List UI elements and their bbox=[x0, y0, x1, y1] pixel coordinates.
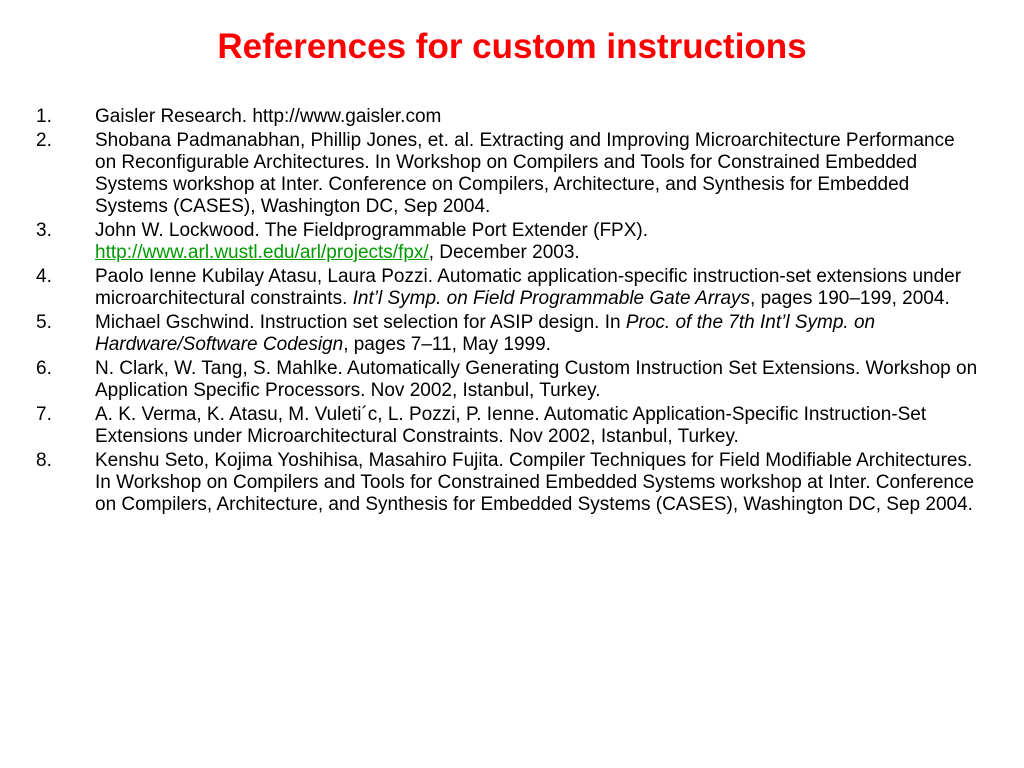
reference-segment: Kenshu Seto, Kojima Yoshihisa, Masahiro Fujita. Compiler Techniques for Field Modifiable Architectures. In Workshop on Compilers and Tools for Constrained Embedded Systems workshop at Inter. Conference on Compilers, Architecture, and Synthesis for Embedded Systems (CASES), Washington DC, Sep 2004. bbox=[95, 450, 975, 515]
reference-segment: , pages 7–11, May 1999. bbox=[343, 334, 551, 355]
reference-venue: Proc. of the 7th Int’l Symp. on Hardware/Software Codesign bbox=[95, 312, 876, 355]
reference-item bbox=[36, 130, 980, 218]
reference-segment: Paolo Ienne Kubilay Atasu, Laura Pozzi. Automatic application-specific instruction-set extensions under microarchitectural constraints. bbox=[95, 266, 962, 309]
reference-item bbox=[36, 404, 980, 448]
reference-text bbox=[95, 358, 977, 401]
reference-number: 2. bbox=[36, 130, 52, 151]
reference-text bbox=[95, 266, 961, 309]
reference-segment: N. Clark, W. Tang, S. Mahlke. Automatically Generating Custom Instruction Set Extensions. Workshop on Application Specific Processors. Nov 2002, Istanbul, Turkey. bbox=[95, 358, 978, 401]
reference-segment: Shobana Padmanabhan, Phillip Jones, et. al. Extracting and Improving Microarchitecture Performance on Reconfigurable Architectures. In Workshop on Compilers and Tools for Constrained Embedded Systems workshop at Inter. Conference on Compilers, Architecture, and Synthesis for Embedded Systems (CASES), Washington DC, Sep 2004. bbox=[95, 130, 955, 217]
reference-number: 3. bbox=[36, 220, 52, 241]
reference-segment: , pages 190–199, 2004. bbox=[750, 288, 950, 309]
reference-text bbox=[95, 312, 875, 355]
reference-item bbox=[36, 106, 980, 128]
reference-item bbox=[36, 220, 980, 264]
reference-number: 5. bbox=[36, 312, 52, 333]
reference-item bbox=[36, 450, 980, 516]
reference-segment: A. K. Verma, K. Atasu, M. Vuleti´c, L. Pozzi, P. Ienne. Automatic Application-Specific Instruction-Set Extensions under Microarchitectural Constraints. Nov 2002, Istanbul, Turkey. bbox=[95, 404, 927, 447]
reference-text bbox=[95, 220, 648, 263]
reference-number: 6. bbox=[36, 358, 52, 379]
reference-text bbox=[95, 130, 955, 217]
reference-number: 8. bbox=[36, 450, 52, 471]
reference-number: 7. bbox=[36, 404, 52, 425]
reference-text bbox=[95, 106, 441, 127]
reference-text bbox=[95, 450, 974, 515]
reference-number: 4. bbox=[36, 266, 52, 287]
reference-segment: John W. Lockwood. The Fieldprogrammable Port Extender (FPX). bbox=[95, 220, 649, 241]
reference-segment: Michael Gschwind. Instruction set selection for ASIP design. In bbox=[95, 312, 626, 333]
reference-item bbox=[36, 266, 980, 310]
reference-segment: , December 2003. bbox=[428, 242, 580, 263]
reference-text bbox=[95, 404, 926, 447]
slide-title: References for custom instructions bbox=[217, 27, 807, 66]
reference-item bbox=[36, 312, 980, 356]
reference-link[interactable]: http://www.arl.wustl.edu/arl/projects/fpx/ bbox=[95, 242, 429, 263]
reference-number: 1. bbox=[36, 106, 52, 127]
reference-segment: Gaisler Research. http://www.gaisler.com bbox=[95, 106, 442, 127]
reference-list bbox=[36, 106, 980, 518]
reference-item bbox=[36, 358, 980, 402]
reference-venue: Int’l Symp. on Field Programmable Gate Arrays bbox=[352, 288, 751, 309]
